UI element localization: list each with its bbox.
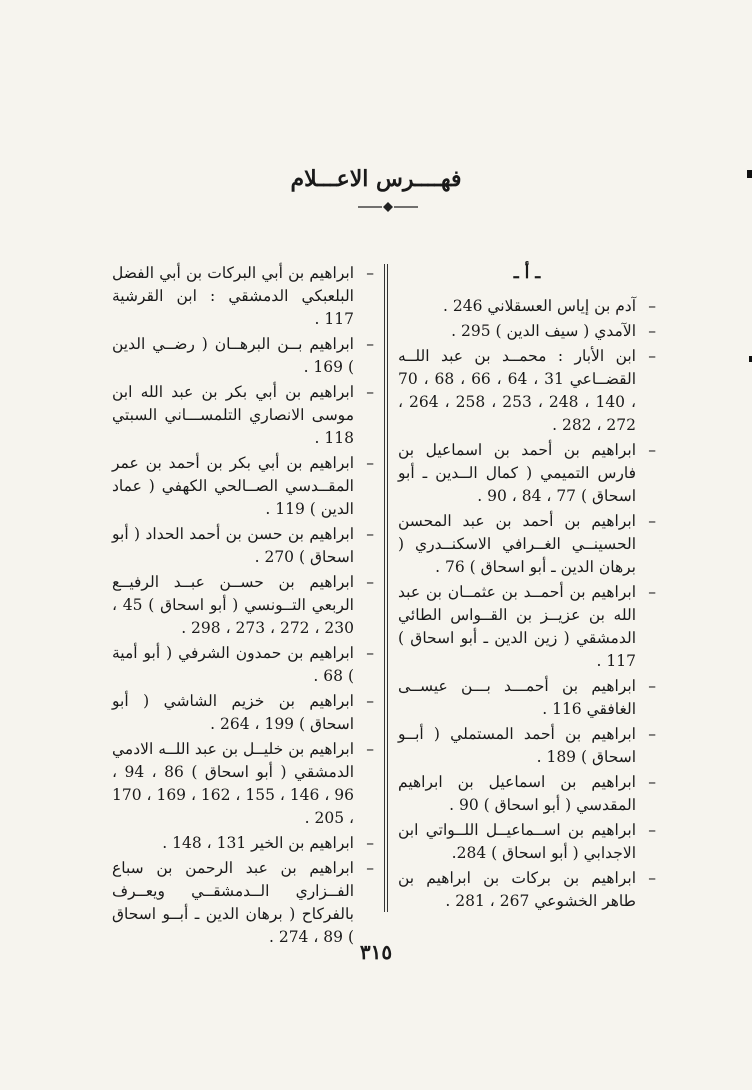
index-entry: – ابراهيم بن خليــل بن عبد اللــه الادمي الدمشقي ( أبو اسحاق ) 86 ، 94 ، 96 ، 146 ، 155 ، 162 ، 169 ، 170 ، 205 . bbox=[112, 738, 374, 830]
index-entry: – ابراهيم بن أحمد بن اسماعيل بن فارس التميمي ( كمال الــدين ـ أبو اسحاق ) 77 ، 84 ، 90 . bbox=[398, 439, 656, 508]
index-entry: – ابراهيم بن اسماعيل بن ابراهيم المقدسي ( أبو اسحاق ) 90 . bbox=[398, 771, 656, 817]
index-column-left bbox=[112, 262, 374, 951]
index-entry: – ابراهيم بن أبي بكر بن أحمد بن عمر المقــدسي الصــالحي الكهفي ( عماد الدين ) 119 . bbox=[112, 452, 374, 521]
section-heading-alif: ـ أ ـ bbox=[513, 263, 541, 283]
index-entry: – ابراهيم بن الخير 131 ، 148 . bbox=[112, 832, 374, 855]
index-entry: – الآمدي ( سيف الدين ) 295 . bbox=[398, 320, 656, 343]
index-entry: – ابراهيم بن أحمد بن عبد المحسن الحسينــي الغــرافي الاسكنــدري ( برهان الدين ـ أبو اسحاق ) 76 . bbox=[398, 510, 656, 579]
index-entry: – ابراهيم بن بركات بن ابراهيم بن طاهر الخشوعي 267 ، 281 . bbox=[398, 867, 656, 913]
index-entry: – ابراهيم بن أحمــد بن عثمــان بن عبد الله بن عزيــز بن القــواس الطائي الدمشقي ( زين الدين ـ أبو اسحاق ) 117 . bbox=[398, 581, 656, 673]
page-title: فهــــرس الاعـــلام bbox=[290, 166, 462, 192]
column-divider bbox=[384, 264, 388, 912]
index-entry: – ابن الأبار : محمــد بن عبد اللــه القضــاعي 31 ، 64 ، 66 ، 68 ، 70 ، 140 ، 248 ، 253 ، 258 ، 264 ، 272 ، 282 . bbox=[398, 345, 656, 437]
page-number: ٣١٥ bbox=[359, 940, 393, 964]
index-entry: – ابراهيم بن أحمد المستملي ( أبــو اسحاق ) 189 . bbox=[398, 723, 656, 769]
index-entry: – ابراهيم بن عبد الرحمن بن سباع الفــزاري الــدمشقــي ويعــرف بالفركاح ( برهان الدين ـ أبــو اسحاق ) 89 ، 274 . bbox=[112, 857, 374, 949]
index-entry: – ابراهيم بــن البرهــان ( رضــي الدين ) 169 . bbox=[112, 333, 374, 379]
index-entry: – ابراهيم بن حســن عبــد الرفيــع الربعي التــونسي ( أبو اسحاق ) 45 ، 230 ، 272 ، 273 ، 298 . bbox=[112, 571, 374, 640]
index-column-right bbox=[398, 262, 656, 915]
index-entry: – ابراهيم بن حمدون الشرفي ( أبو أمية ) 68 . bbox=[112, 642, 374, 688]
title-ornament bbox=[356, 200, 420, 214]
index-entry: – ابراهيم بن خزيم الشاشي ( أبو اسحاق ) 199 ، 264 . bbox=[112, 690, 374, 736]
scan-edge-mark bbox=[747, 170, 752, 178]
index-entry: – آدم بن إياس العسقلاني 246 . bbox=[398, 295, 656, 318]
index-entry: – ابراهيم بن أبي البركات بن أبي الفضل البلعبكي الدمشقي : ابن القرشية 117 . bbox=[112, 262, 374, 331]
index-entry: – ابراهيم بن أبي بكر بن عبد الله ابن موسى الانصاري التلمســـاني السبتي 118 . bbox=[112, 381, 374, 450]
index-entry: – ابراهيم بن أحمـــد بـــن عيســى الغافقي 116 . bbox=[398, 675, 656, 721]
index-entry: – ابراهيم بن اســماعيــل اللــواتي ابن الاجدابي ( أبو اسحاق ) 284. bbox=[398, 819, 656, 865]
index-entry: – ابراهيم بن حسن بن أحمد الحداد ( أبو اسحاق ) 270 . bbox=[112, 523, 374, 569]
